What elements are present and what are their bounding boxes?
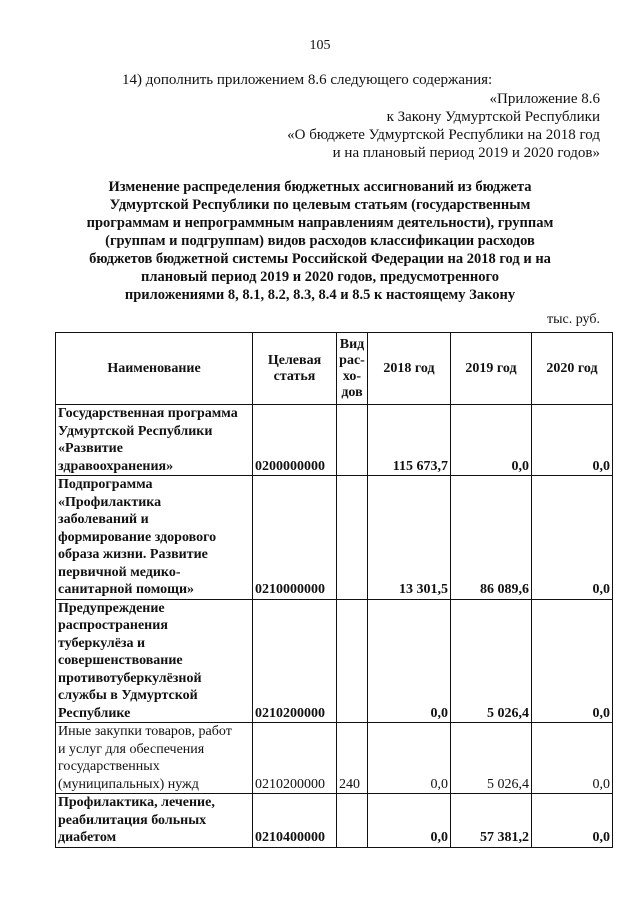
row-2018: 115 673,7 bbox=[368, 405, 451, 476]
row-type: 240 bbox=[337, 723, 368, 794]
row-name-line: туберкулёза и bbox=[58, 635, 146, 651]
header-type-line: хо- bbox=[342, 368, 362, 384]
budget-table bbox=[55, 332, 613, 848]
row-name-line: (муниципальных) нужд bbox=[58, 776, 199, 792]
intro-text: 14) дополнить приложением 8.6 следующего содержания: bbox=[122, 72, 493, 88]
row-name bbox=[56, 723, 253, 794]
row-name-line: заболеваний и bbox=[58, 512, 149, 527]
row-name-line: Предупреждение bbox=[58, 600, 165, 616]
header-2018: 2018 год bbox=[368, 333, 451, 405]
row-name bbox=[56, 476, 253, 600]
row-2020: 0,0 bbox=[532, 599, 613, 723]
row-name-line: Профилактика, лечение, bbox=[58, 795, 215, 810]
row-name-line: «Развитие bbox=[58, 441, 123, 456]
appendix-line: «О бюджете Удмуртской Республики на 2018 год bbox=[287, 127, 600, 143]
row-2019: 86 089,6 bbox=[451, 476, 532, 600]
appendix-line: «Приложение 8.6 bbox=[489, 91, 600, 107]
table-row bbox=[56, 476, 613, 600]
row-code: 0200000000 bbox=[253, 405, 337, 476]
row-type bbox=[337, 405, 368, 476]
row-name-line: санитарной помощи» bbox=[58, 582, 195, 597]
row-2019: 0,0 bbox=[451, 405, 532, 476]
units-label: тыс. руб. bbox=[547, 312, 600, 327]
row-2020: 0,0 bbox=[532, 794, 613, 848]
appendix-line: и на плановый период 2019 и 2020 годов» bbox=[332, 145, 600, 161]
row-2018: 0,0 bbox=[368, 794, 451, 848]
row-2019: 5 026,4 bbox=[451, 723, 532, 794]
header-2020: 2020 год bbox=[532, 333, 613, 405]
row-name-line: первичной медико- bbox=[58, 564, 181, 580]
header-code-line: Целевая bbox=[267, 352, 322, 368]
title-line: плановый период 2019 и 2020 годов, предусмотренного bbox=[141, 269, 499, 285]
row-name-line: образа жизни. Развитие bbox=[58, 547, 208, 562]
row-name-line: Государственная программа bbox=[58, 406, 238, 421]
appendix-reference bbox=[287, 90, 600, 162]
row-type bbox=[337, 794, 368, 848]
row-2019: 5 026,4 bbox=[451, 599, 532, 723]
row-name bbox=[56, 794, 253, 848]
row-name-line: и услуг для обеспечения bbox=[58, 741, 205, 757]
row-2018: 13 301,5 bbox=[368, 476, 451, 600]
header-code-line: статья bbox=[273, 368, 316, 384]
row-2019: 57 381,2 bbox=[451, 794, 532, 848]
row-name-line: Удмуртской Республики bbox=[58, 423, 213, 439]
row-2020: 0,0 bbox=[532, 723, 613, 794]
row-code: 0210400000 bbox=[253, 794, 337, 848]
title-line: программам и непрограммным направлениям деятельности), группам bbox=[86, 215, 554, 231]
row-name bbox=[56, 599, 253, 723]
title-line: Удмуртской Республики по целевым статьям (государственным bbox=[109, 197, 531, 213]
header-type bbox=[337, 333, 368, 405]
row-name-line: государственных bbox=[58, 759, 160, 774]
table-row bbox=[56, 599, 613, 723]
title-line: Изменение распределения бюджетных ассигнований из бюджета bbox=[108, 179, 532, 195]
row-name-line: службы в Удмуртской bbox=[58, 688, 198, 703]
header-2019: 2019 год bbox=[451, 333, 532, 405]
header-name: Наименование bbox=[56, 333, 253, 405]
title-line: бюджетов бюджетной системы Российской Федерации на 2018 год и на bbox=[89, 251, 551, 267]
row-name-line: здравоохранения» bbox=[58, 458, 174, 474]
page-number: 105 bbox=[309, 38, 331, 53]
title-line: приложениями 8, 8.1, 8.2, 8.3, 8.4 и 8.5 к настоящему Закону bbox=[124, 287, 516, 303]
row-2020: 0,0 bbox=[532, 405, 613, 476]
header-type-line: рас- bbox=[339, 352, 365, 368]
row-name-line: «Профилактика bbox=[58, 494, 162, 510]
row-name-line: распространения bbox=[58, 618, 168, 633]
row-type bbox=[337, 599, 368, 723]
row-name-line: Иные закупки товаров, работ bbox=[58, 724, 232, 739]
row-name-line: формирование здорового bbox=[58, 529, 217, 545]
row-2018: 0,0 bbox=[368, 723, 451, 794]
header-type-line: Вид bbox=[339, 336, 365, 352]
header-code bbox=[253, 333, 337, 405]
table-header-row bbox=[56, 333, 613, 405]
row-2018: 0,0 bbox=[368, 599, 451, 723]
row-name-line: Республике bbox=[58, 705, 131, 721]
row-name-line: совершенствование bbox=[58, 653, 183, 668]
row-name bbox=[56, 405, 253, 476]
title-line: (группам и подгруппам) видов расходов классификации расходов bbox=[105, 233, 535, 249]
row-name-line: противотуберкулёзной bbox=[58, 670, 202, 686]
header-type-line: дов bbox=[341, 384, 363, 400]
row-2020: 0,0 bbox=[532, 476, 613, 600]
row-code: 0210200000 bbox=[253, 723, 337, 794]
row-name-line: диабетом bbox=[58, 830, 117, 845]
row-type bbox=[337, 476, 368, 600]
row-code: 0210200000 bbox=[253, 599, 337, 723]
table-row bbox=[56, 794, 613, 848]
table-row bbox=[56, 405, 613, 476]
document-title bbox=[78, 178, 562, 304]
appendix-line: к Закону Удмуртской Республики bbox=[386, 109, 600, 125]
row-code: 0210000000 bbox=[253, 476, 337, 600]
row-name-line: Подпрограмма bbox=[58, 477, 153, 492]
table-row bbox=[56, 723, 613, 794]
row-name-line: реабилитация больных bbox=[58, 812, 207, 828]
